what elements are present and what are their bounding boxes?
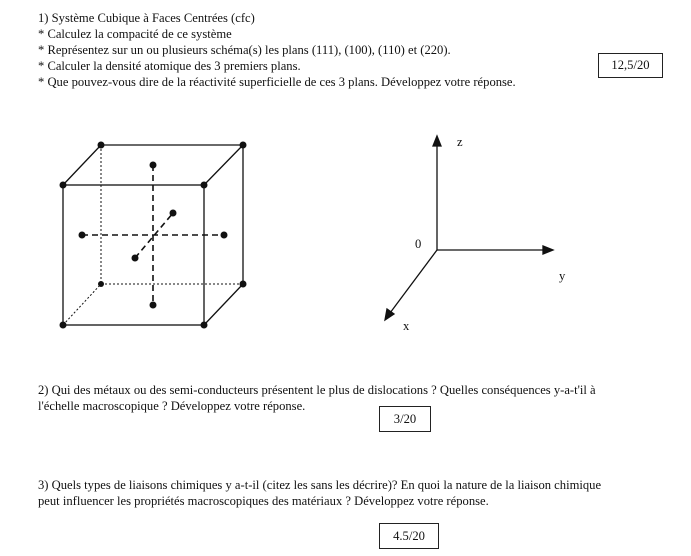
corner-atom [201,322,208,329]
question-1-title: 1) Système Cubique à Faces Centrées (cfc) [38,11,255,25]
question-2-line: l'échelle macroscopique ? Développez votre réponse. [38,399,306,413]
cube-depth-edge [204,145,243,185]
y-axis-label: y [559,269,566,283]
x-axis-label: x [403,319,410,333]
question-1-score-box: 12,5/20 [598,53,663,78]
corner-atom [201,182,208,189]
question-2-line: 2) Qui des métaux ou des semi-conducteurs présentent le plus de dislocations ? Quelles conséquences y-a-t'il à [38,383,596,397]
face-center-atom [170,210,177,217]
cube-depth-edge [204,284,243,325]
face-center-atom [132,255,139,262]
coordinate-axes [385,136,553,320]
question-2-score-box: 3/20 [379,406,431,432]
corner-atom [98,142,105,149]
origin-label: 0 [415,237,422,251]
corner-atom [240,142,247,149]
face-center-atom [79,232,86,239]
cube-hidden-edge [63,284,101,325]
face-center-atom [150,162,157,169]
z-arrowhead [433,136,441,146]
question-3-line: 3) Quels types de liaisons chimiques y a-t-il (citez les sans les décrire)? En quoi la nature de la liaison chimique [38,478,602,492]
corner-atom [98,281,104,287]
question-1-item: * Que pouvez-vous dire de la réactivité superficielle de ces 3 plans. Développez votre réponse. [38,75,516,89]
question-1-item: * Représentez sur un ou plusieurs schéma(s) les plans (111), (100), (110) et (220). [38,43,451,57]
x-axis [390,250,437,313]
z-axis-label: z [457,135,463,149]
question-3-score-box: 4.5/20 [379,523,439,549]
question-1-item: * Calculer la densité atomique des 3 premiers plans. [38,59,301,73]
cube-depth-edge [63,145,101,185]
x-arrowhead [385,309,394,320]
corner-atom [60,322,67,329]
face-center-atom [221,232,228,239]
y-arrowhead [543,246,553,254]
corner-atom [60,182,67,189]
corner-atom [240,281,247,288]
face-center-atom [150,302,157,309]
question-1-item: * Calculez la compacité de ce système [38,27,232,41]
question-3-line: peut influencer les propriétés macroscopiques des matériaux ? Développez votre réponse. [38,494,489,508]
